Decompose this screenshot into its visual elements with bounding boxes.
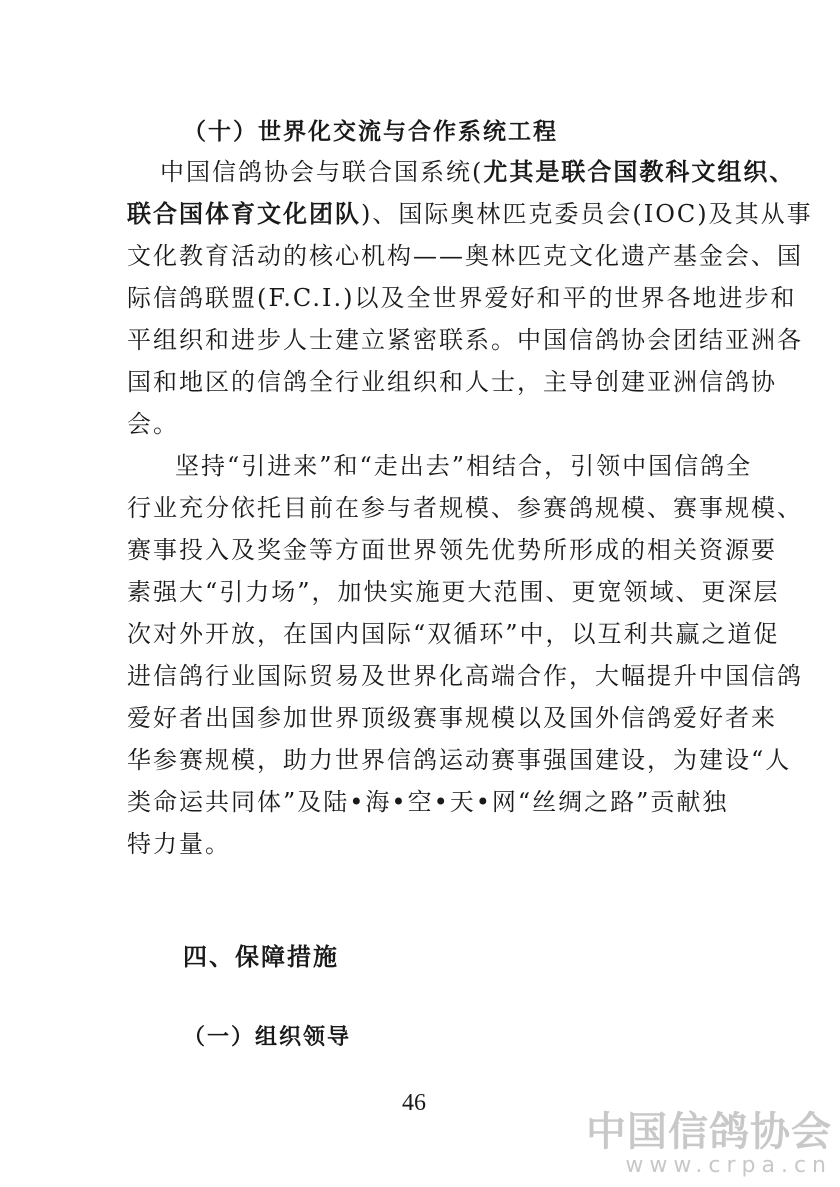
sub-heading: （一）组织领导: [183, 1025, 352, 1050]
paragraph-1-line-2-bold: 联合国体育文化团队: [127, 199, 361, 228]
paragraph-1-line-1-bold: 尤其是联合国教科文组织、: [483, 157, 796, 186]
paragraph-1-line-4: 际信鸽联盟(F.C.I.)以及全世界爱好和平的世界各地进步和: [127, 284, 797, 312]
chapter-heading: 四、保障措施: [183, 943, 339, 971]
paragraph-2-line-9: 类命运共同体”及陆•海•空•天•网“丝绸之路”贡献独: [127, 788, 729, 816]
paragraph-2-line-5: 次对外开放，在国内国际“双循环”中，以互利共赢之道促: [127, 620, 780, 648]
paragraph-1-line-1: [160, 157, 796, 186]
paragraph-2-line-3: 赛事投入及奖金等方面世界领先优势所形成的相关资源要: [127, 536, 777, 564]
paragraph-1-line-7: 会。: [127, 410, 179, 438]
page-number: 46: [402, 1090, 426, 1116]
paragraph-1-line-2: [127, 199, 813, 228]
paragraph-2-line-1: 坚持“引进来”和“走出去”相结合，引领中国信鸽全: [175, 452, 753, 480]
paragraph-2-line-10: 特力量。: [127, 830, 231, 858]
paragraph-2-line-4: 素强大“引力场”，加快实施更大范围、更宽领域、更深层: [127, 578, 780, 606]
section-heading: （十）世界化交流与合作系统工程: [183, 119, 558, 145]
paragraph-2-line-8: 华参赛规模，助力世界信鸽运动赛事强国建设，为建设“人: [127, 746, 792, 774]
paragraph-2-line-6: 进信鸽行业国际贸易及世界化高端合作，大幅提升中国信鸽: [127, 662, 803, 690]
watermark-url: www.crpa.cn: [625, 1153, 832, 1178]
watermark-title: 中国信鸽协会: [586, 1109, 832, 1155]
paragraph-1-line-5: 平组织和进步人士建立紧密联系。中国信鸽协会团结亚洲各: [127, 326, 803, 354]
watermark: [586, 1109, 832, 1181]
paragraph-2-line-7: 爱好者出国参加世界顶级赛事规模以及国外信鸽爱好者来: [127, 704, 777, 732]
paragraph-1-line-3: 文化教育活动的核心机构——奥林匹克文化遗产基金会、国: [127, 242, 803, 270]
paragraph-1-line-2-rest: )、国际奥林匹克委员会(IOC)及其从事: [361, 200, 813, 228]
paragraph-1-line-6: 国和地区的信鸽全行业组织和人士，主导创建亚洲信鸽协: [127, 368, 777, 396]
paragraph-1-line-1-prefix: 中国信鸽协会与联合国系统(: [160, 158, 484, 186]
paragraph-2-line-2: 行业充分依托目前在参与者规模、参赛鸽规模、赛事规模、: [127, 494, 803, 522]
